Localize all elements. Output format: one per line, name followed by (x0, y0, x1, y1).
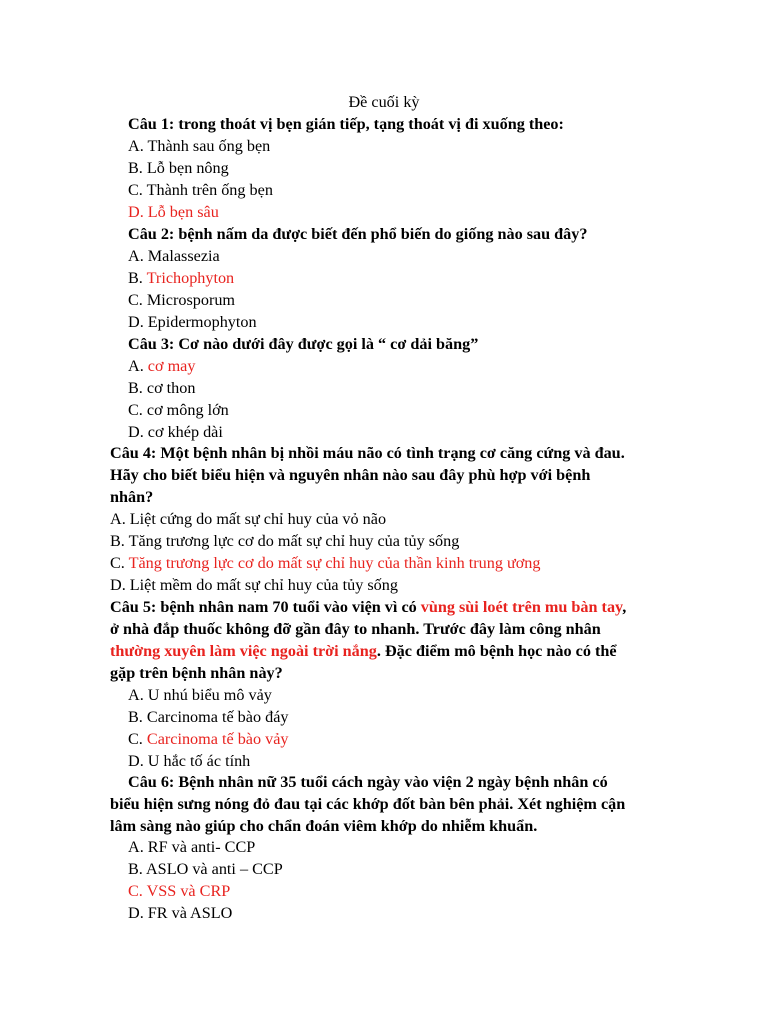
question-6-text-line-1: Câu 6: Bệnh nhân nữ 35 tuổi cách ngày vào viện 2 ngày bệnh nhân có (128, 773, 608, 791)
question-5-option-a: A. U nhú biểu mô vảy (128, 686, 272, 704)
question-3-option-a (128, 355, 195, 377)
question-3-option-a-answer: cơ may (147, 357, 196, 375)
question-2-option-b-answer: Trichophyton (146, 269, 235, 287)
question-5-text-line-2: ở nhà đắp thuốc không đỡ gần đây to nhanh. Trước đây làm công nhân (110, 620, 601, 638)
question-2-option-c: C. Microsporum (128, 291, 236, 309)
option-prefix: A. (128, 357, 148, 375)
question-3-option-d: D. cơ khép dài (128, 423, 223, 441)
question-5-option-c (128, 728, 289, 750)
question-3-option-c: C. cơ mông lớn (128, 401, 229, 419)
question-4-text-line-2: Hãy cho biết biểu hiện và nguyên nhân nào sau đây phù hợp với bệnh (110, 466, 591, 484)
question-4-option-c (110, 552, 540, 574)
question-1-text: Câu 1: trong thoát vị bẹn gián tiếp, tạng thoát vị đi xuống theo: (128, 115, 564, 133)
question-5-option-c-answer: Carcinoma tế bào vảy (146, 730, 289, 748)
question-5-highlight-lesion: vùng sùi loét trên mu bàn tay (420, 598, 623, 616)
question-6-option-b: B. ASLO và anti – CCP (128, 860, 283, 878)
question-1-option-c: C. Thành trên ống bẹn (128, 181, 273, 199)
question-5-highlight-sun-exposure: thường xuyên làm việc ngoài trời nắng (110, 642, 377, 660)
question-5-text-part: Câu 5: bệnh nhân nam 70 tuổi vào viện vì có (110, 598, 421, 616)
question-6-option-c-answer: C. VSS và CRP (128, 882, 231, 900)
question-5-option-d: D. U hắc tố ác tính (128, 752, 251, 770)
question-4-option-c-answer: Tăng trương lực cơ do mất sự chỉ huy của thần kinh trung ương (128, 554, 541, 572)
question-2-option-b (128, 267, 234, 289)
question-1-option-b: B. Lỗ bẹn nông (128, 159, 229, 177)
question-4-text-line-3: nhân? (110, 488, 154, 506)
question-2-text: Câu 2: bệnh nấm da được biết đến phổ biến do giống nào sau đây? (128, 225, 588, 243)
question-5-text-line-4: gặp trên bệnh nhân này? (110, 664, 283, 682)
question-4-option-b: B. Tăng trương lực cơ do mất sự chỉ huy của tủy sống (110, 532, 460, 550)
question-6-text-line-3: lâm sàng nào giúp cho chẩn đoán viêm khớp do nhiễm khuẩn. (110, 817, 538, 835)
question-5-text-line-3 (110, 640, 617, 662)
question-6-option-d: D. FR và ASLO (128, 904, 233, 922)
option-prefix: B. (128, 269, 147, 287)
question-5-option-b: B. Carcinoma tế bào đáy (128, 708, 289, 726)
question-1-option-a: A. Thành sau ống bẹn (128, 137, 271, 155)
question-4-text-line-1: Câu 4: Một bệnh nhân bị nhồi máu não có tình trạng cơ căng cứng và đau. (110, 444, 625, 462)
question-3-option-b: B. cơ thon (128, 379, 196, 397)
option-prefix: C. (110, 554, 129, 572)
question-2-option-a: A. Malassezia (128, 247, 220, 265)
question-1-option-d-answer: D. Lỗ bẹn sâu (128, 203, 219, 221)
question-5-text-line-1 (110, 596, 626, 618)
question-6-option-a: A. RF và anti- CCP (128, 838, 256, 856)
question-5-text-part: , (622, 598, 627, 616)
option-prefix: C. (128, 730, 147, 748)
question-2-option-d: D. Epidermophyton (128, 313, 257, 331)
document-title: Đề cuối kỳ (348, 93, 420, 111)
question-4-option-d: D. Liệt mềm do mất sự chỉ huy của tủy sống (110, 576, 398, 594)
question-3-text: Câu 3: Cơ nào dưới đây được gọi là “ cơ dải băng” (128, 335, 479, 353)
question-6-text-line-2: biểu hiện sưng nóng đỏ đau tại các khớp đốt bàn bên phải. Xét nghiệm cận (110, 795, 626, 813)
question-5-text-part: . Đặc điểm mô bệnh học nào có thể (376, 642, 617, 660)
question-4-option-a: A. Liệt cứng do mất sự chỉ huy của vỏ não (110, 510, 387, 528)
